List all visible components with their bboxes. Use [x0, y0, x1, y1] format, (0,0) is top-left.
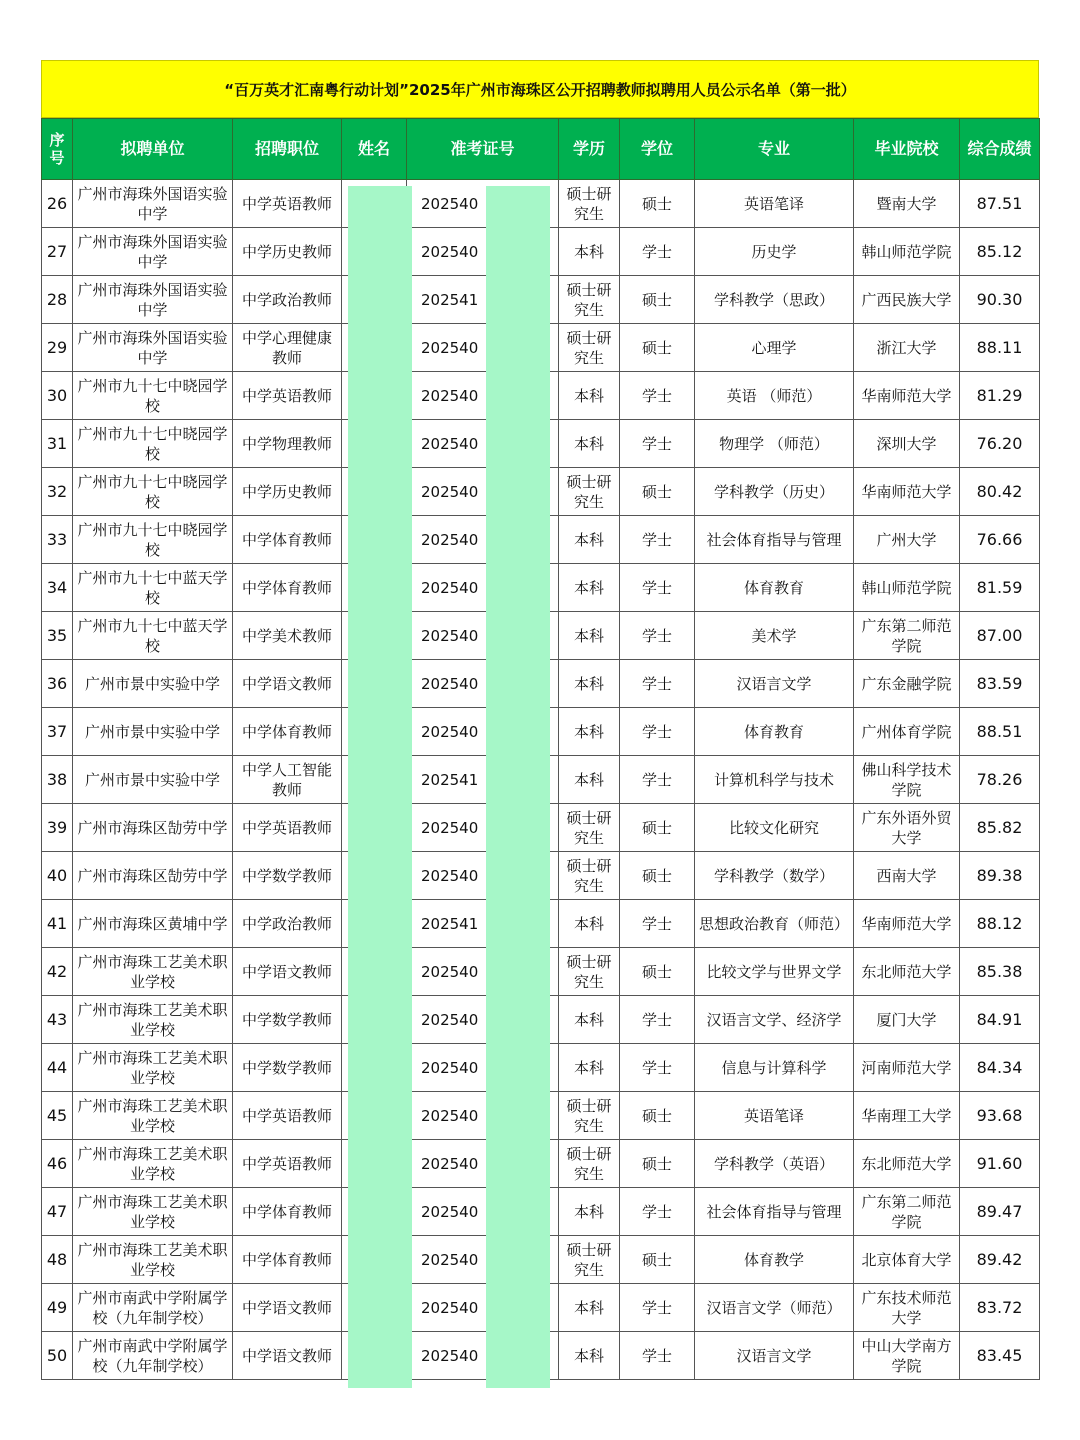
composite-score: 85.12: [960, 228, 1040, 276]
education: 本科: [559, 1284, 620, 1332]
graduate-school: 华南师范大学: [854, 468, 960, 516]
graduate-school: 华南师范大学: [854, 900, 960, 948]
graduate-school: 广州体育学院: [854, 708, 960, 756]
degree: 硕士: [620, 1092, 695, 1140]
job-post: 中学英语教师: [233, 804, 342, 852]
row-number: 39: [42, 804, 73, 852]
graduate-school: 北京体育大学: [854, 1236, 960, 1284]
education: 硕士研究生: [559, 1140, 620, 1188]
degree: 硕士: [620, 1140, 695, 1188]
job-post: 中学体育教师: [233, 516, 342, 564]
row-number: 26: [42, 180, 73, 228]
education: 硕士研究生: [559, 324, 620, 372]
education: 本科: [559, 900, 620, 948]
row-number: 49: [42, 1284, 73, 1332]
job-post: 中学语文教师: [233, 1284, 342, 1332]
composite-score: 88.12: [960, 900, 1040, 948]
major: 英语笔译: [695, 1092, 854, 1140]
employer-unit: 广州市九十七中蓝天学校: [73, 564, 233, 612]
graduate-school: 佛山科学技术学院: [854, 756, 960, 804]
exam-id: 202540: [407, 228, 559, 276]
composite-score: 90.30: [960, 276, 1040, 324]
row-number: 36: [42, 660, 73, 708]
major: 英语 （师范）: [695, 372, 854, 420]
major: 学科教学（数学）: [695, 852, 854, 900]
graduate-school: 广东第二师范学院: [854, 612, 960, 660]
job-post: 中学体育教师: [233, 564, 342, 612]
exam-id: 202540: [407, 1092, 559, 1140]
exam-id: 202540: [407, 180, 559, 228]
job-post: 中学数学教师: [233, 996, 342, 1044]
education: 本科: [559, 1044, 620, 1092]
employer-unit: 广州市景中实验中学: [73, 660, 233, 708]
row-number: 29: [42, 324, 73, 372]
graduate-school: 广东技术师范大学: [854, 1284, 960, 1332]
employer-unit: 广州市海珠工艺美术职业学校: [73, 1044, 233, 1092]
graduate-school: 中山大学南方学院: [854, 1332, 960, 1380]
degree: 学士: [620, 900, 695, 948]
degree: 学士: [620, 756, 695, 804]
degree: 学士: [620, 1332, 695, 1380]
col-header-exam-id: 准考证号: [407, 119, 559, 180]
employer-unit: 广州市九十七中晓园学校: [73, 420, 233, 468]
employer-unit: 广州市海珠工艺美术职业学校: [73, 1140, 233, 1188]
exam-id: 202540: [407, 852, 559, 900]
job-post: 中学政治教师: [233, 276, 342, 324]
job-post: 中学英语教师: [233, 180, 342, 228]
employer-unit: 广州市九十七中晓园学校: [73, 468, 233, 516]
composite-score: 83.45: [960, 1332, 1040, 1380]
major: 汉语言文学: [695, 660, 854, 708]
graduate-school: 华南理工大学: [854, 1092, 960, 1140]
composite-score: 89.42: [960, 1236, 1040, 1284]
graduate-school: 深圳大学: [854, 420, 960, 468]
row-number: 42: [42, 948, 73, 996]
exam-id: 202540: [407, 1140, 559, 1188]
row-number: 27: [42, 228, 73, 276]
job-post: 中学历史教师: [233, 228, 342, 276]
employer-unit: 广州市南武中学附属学校（九年制学校）: [73, 1332, 233, 1380]
education: 硕士研究生: [559, 804, 620, 852]
graduate-school: 韩山师范学院: [854, 564, 960, 612]
degree: 硕士: [620, 468, 695, 516]
exam-id: 202540: [407, 1284, 559, 1332]
degree: 硕士: [620, 180, 695, 228]
major: 体育教学: [695, 1236, 854, 1284]
employer-unit: 广州市景中实验中学: [73, 708, 233, 756]
job-post: 中学英语教师: [233, 372, 342, 420]
col-header-no: 序号: [42, 119, 73, 180]
graduate-school: 广东第二师范学院: [854, 1188, 960, 1236]
col-header-degree: 学位: [620, 119, 695, 180]
exam-id: 202541: [407, 900, 559, 948]
exam-id: 202540: [407, 420, 559, 468]
composite-score: 80.42: [960, 468, 1040, 516]
major: 学科教学（英语）: [695, 1140, 854, 1188]
graduate-school: 厦门大学: [854, 996, 960, 1044]
exam-id: 202540: [407, 804, 559, 852]
employer-unit: 广州市海珠区黄埔中学: [73, 900, 233, 948]
composite-score: 85.82: [960, 804, 1040, 852]
composite-score: 84.91: [960, 996, 1040, 1044]
education: 本科: [559, 1332, 620, 1380]
degree: 学士: [620, 228, 695, 276]
graduate-school: 河南师范大学: [854, 1044, 960, 1092]
row-number: 32: [42, 468, 73, 516]
graduate-school: 浙江大学: [854, 324, 960, 372]
education: 本科: [559, 516, 620, 564]
job-post: 中学数学教师: [233, 852, 342, 900]
sheet-title: “百万英才汇南粤行动计划”2025年广州市海珠区公开招聘教师拟聘用人员公示名单（第一批）: [41, 60, 1039, 118]
exam-id: 202540: [407, 708, 559, 756]
major: 社会体育指导与管理: [695, 1188, 854, 1236]
degree: 硕士: [620, 276, 695, 324]
graduate-school: 西南大学: [854, 852, 960, 900]
row-number: 33: [42, 516, 73, 564]
exam-id: 202540: [407, 564, 559, 612]
exam-id: 202540: [407, 1332, 559, 1380]
exam-id: 202540: [407, 372, 559, 420]
composite-score: 81.29: [960, 372, 1040, 420]
name-redaction-mask: [348, 186, 412, 1388]
exam-id: 202541: [407, 276, 559, 324]
graduate-school: 广州大学: [854, 516, 960, 564]
exam-id: 202540: [407, 516, 559, 564]
composite-score: 83.59: [960, 660, 1040, 708]
graduate-school: 东北师范大学: [854, 948, 960, 996]
composite-score: 87.51: [960, 180, 1040, 228]
education: 本科: [559, 1188, 620, 1236]
exam-id: 202540: [407, 996, 559, 1044]
employer-unit: 广州市海珠工艺美术职业学校: [73, 1236, 233, 1284]
employer-unit: 广州市九十七中晓园学校: [73, 516, 233, 564]
major: 汉语言文学（师范）: [695, 1284, 854, 1332]
employer-unit: 广州市海珠区勂劳中学: [73, 804, 233, 852]
major: 思想政治教育（师范）: [695, 900, 854, 948]
row-number: 48: [42, 1236, 73, 1284]
job-post: 中学语文教师: [233, 948, 342, 996]
education: 硕士研究生: [559, 948, 620, 996]
job-post: 中学物理教师: [233, 420, 342, 468]
col-header-score: 综合成绩: [960, 119, 1040, 180]
job-post: 中学体育教师: [233, 708, 342, 756]
major: 英语笔译: [695, 180, 854, 228]
degree: 学士: [620, 708, 695, 756]
employer-unit: 广州市海珠工艺美术职业学校: [73, 996, 233, 1044]
row-number: 43: [42, 996, 73, 1044]
education: 硕士研究生: [559, 468, 620, 516]
graduate-school: 暨南大学: [854, 180, 960, 228]
degree: 硕士: [620, 804, 695, 852]
major: 心理学: [695, 324, 854, 372]
col-header-unit: 拟聘单位: [73, 119, 233, 180]
row-number: 38: [42, 756, 73, 804]
degree: 学士: [620, 612, 695, 660]
composite-score: 76.20: [960, 420, 1040, 468]
major: 比较文化研究: [695, 804, 854, 852]
exam-id: 202541: [407, 756, 559, 804]
exam-id: 202540: [407, 468, 559, 516]
major: 体育教育: [695, 708, 854, 756]
composite-score: 87.00: [960, 612, 1040, 660]
composite-score: 76.66: [960, 516, 1040, 564]
graduate-school: 广西民族大学: [854, 276, 960, 324]
row-number: 40: [42, 852, 73, 900]
degree: 学士: [620, 516, 695, 564]
header-row: [42, 119, 1040, 180]
degree: 学士: [620, 996, 695, 1044]
education: 本科: [559, 756, 620, 804]
composite-score: 89.38: [960, 852, 1040, 900]
major: 美术学: [695, 612, 854, 660]
row-number: 35: [42, 612, 73, 660]
job-post: 中学语文教师: [233, 1332, 342, 1380]
employer-unit: 广州市海珠外国语实验中学: [73, 180, 233, 228]
row-number: 31: [42, 420, 73, 468]
row-number: 41: [42, 900, 73, 948]
exam-id-redaction-mask: [486, 186, 550, 1388]
composite-score: 81.59: [960, 564, 1040, 612]
job-post: 中学英语教师: [233, 1140, 342, 1188]
employer-unit: 广州市南武中学附属学校（九年制学校）: [73, 1284, 233, 1332]
major: 学科教学（历史）: [695, 468, 854, 516]
row-number: 47: [42, 1188, 73, 1236]
job-post: 中学体育教师: [233, 1236, 342, 1284]
education: 硕士研究生: [559, 1236, 620, 1284]
employer-unit: 广州市九十七中晓园学校: [73, 372, 233, 420]
col-header-post: 招聘职位: [233, 119, 342, 180]
graduate-school: 东北师范大学: [854, 1140, 960, 1188]
education: 本科: [559, 420, 620, 468]
graduate-school: 广东金融学院: [854, 660, 960, 708]
major: 社会体育指导与管理: [695, 516, 854, 564]
degree: 学士: [620, 372, 695, 420]
degree: 硕士: [620, 1236, 695, 1284]
graduate-school: 韩山师范学院: [854, 228, 960, 276]
employer-unit: 广州市海珠外国语实验中学: [73, 324, 233, 372]
exam-id: 202540: [407, 948, 559, 996]
major: 信息与计算科学: [695, 1044, 854, 1092]
row-number: 46: [42, 1140, 73, 1188]
row-number: 37: [42, 708, 73, 756]
exam-id: 202540: [407, 324, 559, 372]
exam-id: 202540: [407, 1188, 559, 1236]
major: 汉语言文学: [695, 1332, 854, 1380]
job-post: 中学政治教师: [233, 900, 342, 948]
composite-score: 83.72: [960, 1284, 1040, 1332]
row-number: 34: [42, 564, 73, 612]
col-header-major: 专业: [695, 119, 854, 180]
employer-unit: 广州市海珠工艺美术职业学校: [73, 948, 233, 996]
employer-unit: 广州市海珠外国语实验中学: [73, 228, 233, 276]
education: 本科: [559, 228, 620, 276]
graduate-school: 广东外语外贸大学: [854, 804, 960, 852]
degree: 学士: [620, 1284, 695, 1332]
exam-id: 202540: [407, 1236, 559, 1284]
exam-id: 202540: [407, 612, 559, 660]
major: 计算机科学与技术: [695, 756, 854, 804]
employer-unit: 广州市海珠外国语实验中学: [73, 276, 233, 324]
employer-unit: 广州市景中实验中学: [73, 756, 233, 804]
composite-score: 89.47: [960, 1188, 1040, 1236]
education: 硕士研究生: [559, 852, 620, 900]
row-number: 50: [42, 1332, 73, 1380]
job-post: 中学历史教师: [233, 468, 342, 516]
job-post: 中学数学教师: [233, 1044, 342, 1092]
major: 汉语言文学、经济学: [695, 996, 854, 1044]
degree: 学士: [620, 660, 695, 708]
composite-score: 78.26: [960, 756, 1040, 804]
col-header-education: 学历: [559, 119, 620, 180]
major: 历史学: [695, 228, 854, 276]
composite-score: 93.68: [960, 1092, 1040, 1140]
job-post: 中学美术教师: [233, 612, 342, 660]
education: 本科: [559, 996, 620, 1044]
major: 学科教学（思政）: [695, 276, 854, 324]
major: 比较文学与世界文学: [695, 948, 854, 996]
row-number: 30: [42, 372, 73, 420]
education: 本科: [559, 660, 620, 708]
education: 硕士研究生: [559, 180, 620, 228]
employer-unit: 广州市海珠区勂劳中学: [73, 852, 233, 900]
degree: 硕士: [620, 324, 695, 372]
job-post: 中学体育教师: [233, 1188, 342, 1236]
exam-id: 202540: [407, 660, 559, 708]
col-header-school: 毕业院校: [854, 119, 960, 180]
degree: 学士: [620, 1188, 695, 1236]
major: 物理学 （师范）: [695, 420, 854, 468]
education: 本科: [559, 372, 620, 420]
degree: 硕士: [620, 948, 695, 996]
row-number: 45: [42, 1092, 73, 1140]
job-post: 中学语文教师: [233, 660, 342, 708]
row-number: 44: [42, 1044, 73, 1092]
education: 硕士研究生: [559, 276, 620, 324]
degree: 学士: [620, 1044, 695, 1092]
job-post: 中学心理健康教师: [233, 324, 342, 372]
job-post: 中学人工智能教师: [233, 756, 342, 804]
degree: 学士: [620, 420, 695, 468]
major: 体育教育: [695, 564, 854, 612]
composite-score: 91.60: [960, 1140, 1040, 1188]
education: 硕士研究生: [559, 1092, 620, 1140]
education: 本科: [559, 564, 620, 612]
composite-score: 88.11: [960, 324, 1040, 372]
job-post: 中学英语教师: [233, 1092, 342, 1140]
employer-unit: 广州市海珠工艺美术职业学校: [73, 1188, 233, 1236]
education: 本科: [559, 708, 620, 756]
composite-score: 88.51: [960, 708, 1040, 756]
degree: 硕士: [620, 852, 695, 900]
col-header-name: 姓名: [342, 119, 407, 180]
degree: 学士: [620, 564, 695, 612]
composite-score: 84.34: [960, 1044, 1040, 1092]
employer-unit: 广州市九十七中蓝天学校: [73, 612, 233, 660]
employer-unit: 广州市海珠工艺美术职业学校: [73, 1092, 233, 1140]
graduate-school: 华南师范大学: [854, 372, 960, 420]
education: 本科: [559, 612, 620, 660]
exam-id: 202540: [407, 1044, 559, 1092]
composite-score: 85.38: [960, 948, 1040, 996]
row-number: 28: [42, 276, 73, 324]
